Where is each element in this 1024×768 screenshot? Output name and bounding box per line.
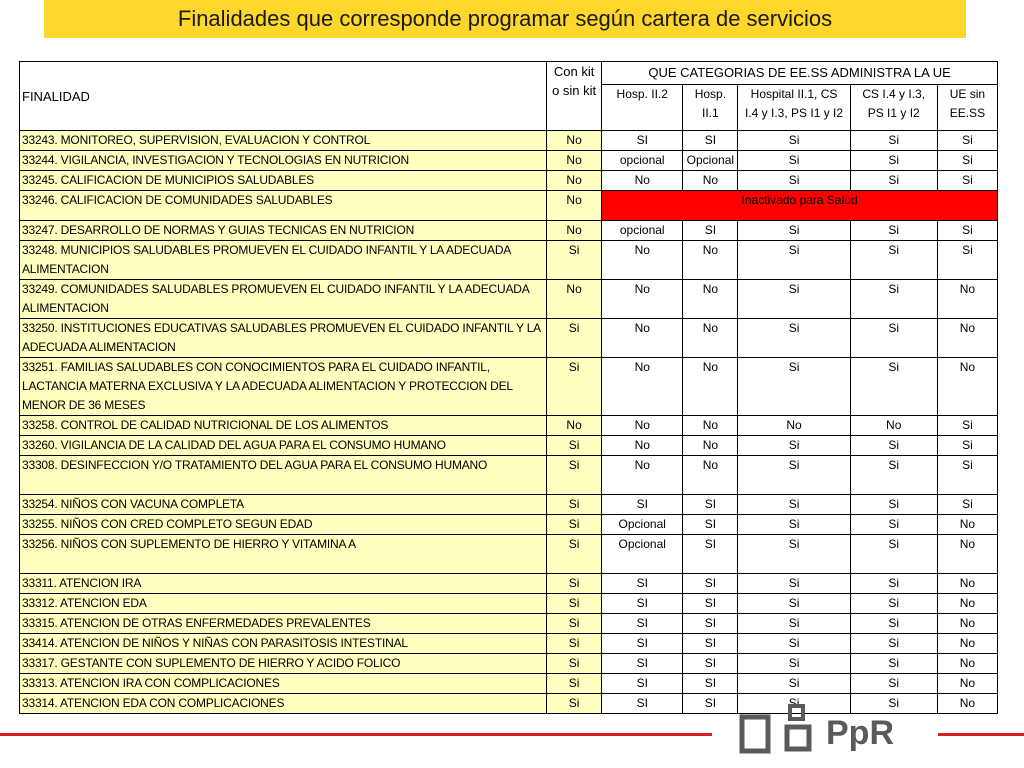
row-cat-5: No: [937, 614, 997, 634]
header-cat-2: [683, 85, 738, 131]
title-banner: [44, 0, 966, 38]
row-cat-4: Si: [850, 515, 937, 535]
row-cat-4: Si: [850, 495, 937, 515]
header-cat-5: [937, 85, 997, 131]
row-cat-5: No: [937, 515, 997, 535]
row-finalidad: 33260. VIGILANCIA DE LA CALIDAD DEL AGUA PARA EL CONSUMO HUMANO: [20, 436, 547, 456]
row-cat-3: Si: [738, 221, 850, 241]
row-cat-3: Si: [738, 280, 850, 319]
row-cat-1: No: [602, 241, 683, 280]
header-cat-4-line1: CS I.4 y I.3,: [862, 87, 926, 101]
row-cat-1: SI: [602, 574, 683, 594]
row-cat-2: No: [683, 436, 738, 456]
table-row: [20, 535, 998, 574]
page-title: Finalidades que corresponde programar según cartera de servicios: [177, 6, 833, 31]
header-cat-1: [602, 85, 683, 131]
row-kit: Si: [547, 614, 602, 634]
table-row: [20, 319, 998, 358]
row-finalidad: 33245. CALIFICACION DE MUNICIPIOS SALUDABLES: [20, 171, 547, 191]
table-row: [20, 171, 998, 191]
row-cat-4: Si: [850, 594, 937, 614]
row-kit: No: [547, 131, 602, 151]
row-cat-5: Si: [937, 241, 997, 280]
header-cat-5-line1: UE sin: [949, 87, 986, 101]
row-cat-5: No: [937, 319, 997, 358]
row-finalidad: 33314. ATENCION EDA CON COMPLICACIONES: [20, 694, 547, 714]
row-cat-2: SI: [683, 131, 738, 151]
row-cat-5: Si: [937, 456, 997, 495]
row-cat-1: Opcional: [602, 515, 683, 535]
row-cat-2: SI: [683, 574, 738, 594]
row-kit: Si: [547, 241, 602, 280]
row-cat-4: Si: [850, 674, 937, 694]
row-cat-5: Si: [937, 171, 997, 191]
row-finalidad: 33315. ATENCION DE OTRAS ENFERMEDADES PREVALENTES: [20, 614, 547, 634]
row-kit: No: [547, 191, 602, 221]
table-row: [20, 131, 998, 151]
row-cat-5: Si: [937, 131, 997, 151]
row-cat-3: Si: [738, 358, 850, 416]
table-row: [20, 634, 998, 654]
row-kit: Si: [547, 634, 602, 654]
header-kit-line2: o sin kit: [552, 83, 597, 98]
table-row: [20, 358, 998, 416]
row-kit: Si: [547, 456, 602, 495]
row-cat-5: No: [937, 634, 997, 654]
row-cat-2: Opcional: [683, 151, 738, 171]
row-kit: Si: [547, 535, 602, 574]
row-cat-1: No: [602, 171, 683, 191]
row-kit: Si: [547, 436, 602, 456]
row-finalidad: 33254. NIÑOS CON VACUNA COMPLETA: [20, 495, 547, 515]
row-cat-1: SI: [602, 654, 683, 674]
row-cat-1: SI: [602, 131, 683, 151]
row-cat-5: No: [937, 654, 997, 674]
row-cat-5: Si: [937, 495, 997, 515]
row-cat-4: Si: [850, 241, 937, 280]
row-kit: Si: [547, 654, 602, 674]
row-cat-3: Si: [738, 614, 850, 634]
row-finalidad: 33311. ATENCION IRA: [20, 574, 547, 594]
row-finalidad: 33256. NIÑOS CON SUPLEMENTO DE HIERRO Y VITAMINA A: [20, 535, 547, 574]
row-cat-1: SI: [602, 594, 683, 614]
ppr-logo: [738, 700, 918, 760]
header-cat-4-line2: PS I1 y I2: [867, 106, 920, 120]
row-cat-3: Si: [738, 495, 850, 515]
table-row: [20, 191, 998, 221]
row-cat-2: No: [683, 280, 738, 319]
row-cat-1: opcional: [602, 221, 683, 241]
row-kit: Si: [547, 515, 602, 535]
row-cat-3: Si: [738, 241, 850, 280]
row-finalidad: 33250. INSTITUCIONES EDUCATIVAS SALUDABLES PROMUEVEN EL CUIDADO INFANTIL Y LA ADECUADA ALIMENTACION: [20, 319, 547, 358]
table-row: [20, 436, 998, 456]
row-cat-5: Si: [937, 436, 997, 456]
row-cat-1: No: [602, 319, 683, 358]
row-finalidad: 33308. DESINFECCION Y/O TRATAMIENTO DEL AGUA PARA EL CONSUMO HUMANO: [20, 456, 547, 495]
row-kit: Si: [547, 594, 602, 614]
table-body: [20, 131, 998, 714]
row-cat-5: No: [937, 674, 997, 694]
row-cat-2: No: [683, 171, 738, 191]
row-cat-1: SI: [602, 634, 683, 654]
row-cat-4: Si: [850, 436, 937, 456]
header-kit-line1: Con kit: [553, 64, 595, 79]
row-cat-1: No: [602, 416, 683, 436]
row-cat-5: No: [937, 280, 997, 319]
row-kit: No: [547, 280, 602, 319]
header-kit: [547, 62, 602, 131]
row-cat-2: SI: [683, 634, 738, 654]
row-cat-5: No: [937, 535, 997, 574]
row-finalidad: 33248. MUNICIPIOS SALUDABLES PROMUEVEN EL CUIDADO INFANTIL Y LA ADECUADA ALIMENTACION: [20, 241, 547, 280]
row-cat-4: Si: [850, 131, 937, 151]
header-cat-5-line2: EE.SS: [949, 106, 986, 120]
logo-text: PpR: [826, 714, 894, 752]
row-cat-1: No: [602, 436, 683, 456]
header-cat-3-line2: I.4 y I.3, PS I1 y I2: [745, 106, 844, 120]
row-cat-4: Si: [850, 654, 937, 674]
row-cat-2: SI: [683, 614, 738, 634]
row-kit: Si: [547, 358, 602, 416]
row-cat-2: SI: [683, 221, 738, 241]
row-cat-2: SI: [683, 674, 738, 694]
row-cat-1: opcional: [602, 151, 683, 171]
row-cat-5: Si: [937, 416, 997, 436]
row-kit: Si: [547, 694, 602, 714]
row-kit: Si: [547, 319, 602, 358]
row-finalidad: 33251. FAMILIAS SALUDABLES CON CONOCIMIENTOS PARA EL CUIDADO INFANTIL, LACTANCIA MATERNA EXCLUSIVA Y LA ADECUADA ALIMENTACION Y PROTECCION DEL MENOR DE 36 MESES: [20, 358, 547, 416]
row-cat-5: Si: [937, 151, 997, 171]
table-row: [20, 221, 998, 241]
row-cat-3: Si: [738, 515, 850, 535]
row-cat-2: SI: [683, 694, 738, 714]
row-cat-2: SI: [683, 654, 738, 674]
table-row: [20, 416, 998, 436]
table-row: [20, 495, 998, 515]
row-kit: No: [547, 416, 602, 436]
row-cat-4: Si: [850, 171, 937, 191]
header-finalidad: FINALIDAD: [20, 62, 547, 131]
row-cat-3: Si: [738, 634, 850, 654]
table-row: [20, 456, 998, 495]
row-finalidad: 33258. CONTROL DE CALIDAD NUTRICIONAL DE LOS ALIMENTOS: [20, 416, 547, 436]
row-cat-3: Si: [738, 319, 850, 358]
row-cat-3: Si: [738, 594, 850, 614]
row-cat-1: SI: [602, 495, 683, 515]
table-row: [20, 515, 998, 535]
row-cat-4: Si: [850, 535, 937, 574]
header-cat-2-line2: II.1: [702, 106, 719, 120]
inactive-cell: Inactivado para Salud: [602, 191, 998, 221]
row-cat-2: SI: [683, 515, 738, 535]
row-cat-3: Si: [738, 574, 850, 594]
row-cat-4: Si: [850, 280, 937, 319]
header-cat-4: [850, 85, 937, 131]
row-cat-3: Si: [738, 436, 850, 456]
row-cat-1: SI: [602, 694, 683, 714]
header-cat-3: [738, 85, 850, 131]
row-cat-2: SI: [683, 594, 738, 614]
row-cat-2: SI: [683, 535, 738, 574]
row-cat-1: No: [602, 456, 683, 495]
row-cat-3: Si: [738, 456, 850, 495]
row-cat-1: SI: [602, 674, 683, 694]
table-row: [20, 674, 998, 694]
row-cat-5: No: [937, 694, 997, 714]
row-cat-4: Si: [850, 358, 937, 416]
row-cat-3: Si: [738, 535, 850, 574]
row-cat-2: No: [683, 456, 738, 495]
header-row-1: [20, 62, 998, 85]
header-cat-3-line1: Hospital II.1, CS: [750, 87, 838, 101]
row-finalidad: 33317. GESTANTE CON SUPLEMENTO DE HIERRO Y ACIDO FOLICO: [20, 654, 547, 674]
row-cat-4: Si: [850, 319, 937, 358]
row-cat-4: Si: [850, 151, 937, 171]
row-cat-1: Opcional: [602, 535, 683, 574]
row-cat-4: Si: [850, 694, 937, 714]
row-kit: No: [547, 171, 602, 191]
row-cat-2: No: [683, 416, 738, 436]
row-finalidad: 33249. COMUNIDADES SALUDABLES PROMUEVEN EL CUIDADO INFANTIL Y LA ADECUADA ALIMENTACION: [20, 280, 547, 319]
row-cat-5: No: [937, 574, 997, 594]
row-cat-1: No: [602, 280, 683, 319]
header-categories: QUE CATEGORIAS DE EE.SS ADMINISTRA LA UE: [602, 62, 998, 85]
table-row: [20, 151, 998, 171]
row-kit: No: [547, 221, 602, 241]
row-cat-3: No: [738, 416, 850, 436]
row-cat-2: SI: [683, 495, 738, 515]
row-finalidad: 33246. CALIFICACION DE COMUNIDADES SALUDABLES: [20, 191, 547, 221]
table-row: [20, 574, 998, 594]
row-cat-5: No: [937, 594, 997, 614]
row-cat-4: No: [850, 416, 937, 436]
row-cat-3: Si: [738, 654, 850, 674]
row-cat-4: Si: [850, 614, 937, 634]
table-row: [20, 614, 998, 634]
row-cat-4: Si: [850, 221, 937, 241]
row-cat-5: No: [937, 358, 997, 416]
row-cat-3: Si: [738, 694, 850, 714]
row-finalidad: 33255. NIÑOS CON CRED COMPLETO SEGUN EDAD: [20, 515, 547, 535]
row-cat-1: SI: [602, 614, 683, 634]
row-cat-3: Si: [738, 151, 850, 171]
row-cat-3: Si: [738, 131, 850, 151]
row-finalidad: 33312. ATENCION EDA: [20, 594, 547, 614]
table-row: [20, 594, 998, 614]
row-cat-3: Si: [738, 171, 850, 191]
row-cat-2: No: [683, 358, 738, 416]
row-kit: Si: [547, 674, 602, 694]
footer-divider-right: [938, 733, 1024, 736]
row-finalidad: 33243. MONITOREO, SUPERVISION, EVALUACION Y CONTROL: [20, 131, 547, 151]
row-cat-4: Si: [850, 456, 937, 495]
row-finalidad: 33414. ATENCION DE NIÑOS Y NIÑAS CON PARASITOSIS INTESTINAL: [20, 634, 547, 654]
row-cat-4: Si: [850, 634, 937, 654]
row-cat-3: Si: [738, 674, 850, 694]
row-cat-2: No: [683, 241, 738, 280]
row-kit: No: [547, 151, 602, 171]
row-finalidad: 33247. DESARROLLO DE NORMAS Y GUIAS TECNICAS EN NUTRICION: [20, 221, 547, 241]
row-finalidad: 33244. VIGILANCIA, INVESTIGACION Y TECNOLOGIAS EN NUTRICION: [20, 151, 547, 171]
row-cat-4: Si: [850, 574, 937, 594]
row-cat-1: No: [602, 358, 683, 416]
row-kit: Si: [547, 574, 602, 594]
row-finalidad: 33313. ATENCION IRA CON COMPLICACIONES: [20, 674, 547, 694]
footer-divider-left: [0, 733, 712, 736]
header-cat-1-label: Hosp. II.2: [616, 87, 668, 101]
table-row: [20, 654, 998, 674]
row-kit: Si: [547, 495, 602, 515]
row-cat-2: No: [683, 319, 738, 358]
finalidades-table: [19, 61, 998, 714]
table-row: [20, 280, 998, 319]
row-cat-5: Si: [937, 221, 997, 241]
table-row: [20, 241, 998, 280]
header-cat-2-line1: Hosp.: [694, 87, 727, 101]
